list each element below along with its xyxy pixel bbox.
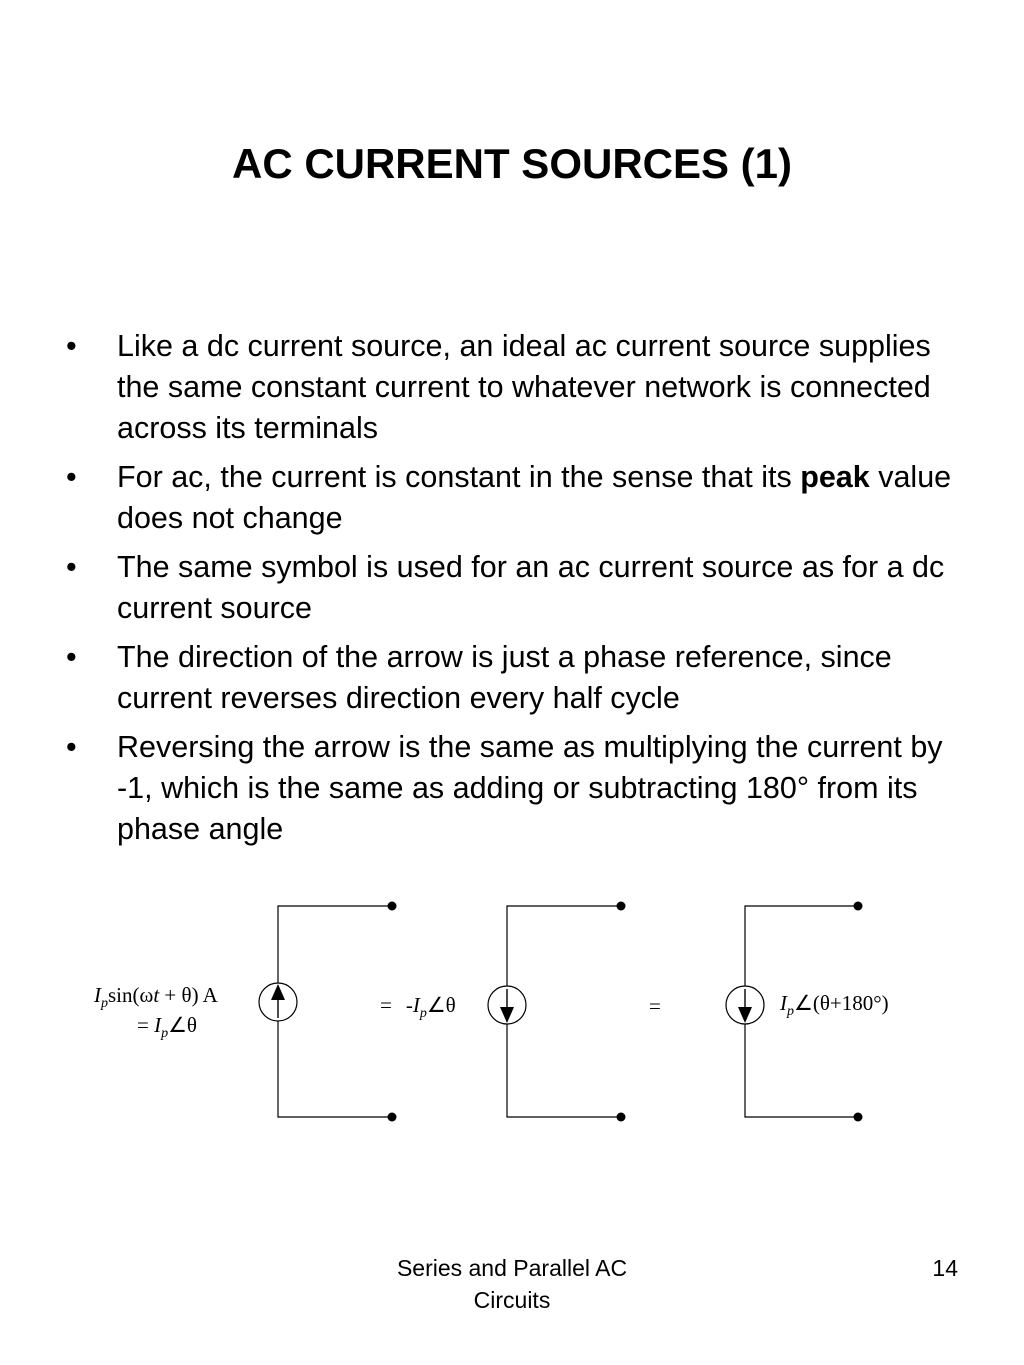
terminal-dot <box>854 1113 863 1122</box>
terminal-dot <box>388 902 397 911</box>
source1-sin: sin(ω <box>108 983 154 1007</box>
current-source-1 <box>259 902 397 1122</box>
bullet-text: Reversing the arrow is the same as multiplying the current by -1, which is the same as adding or subtracting 180° from its phase angle <box>117 730 943 846</box>
bullet-text-tail: value does not change <box>117 460 952 535</box>
footer-title <box>362 1252 662 1316</box>
source1-eq: = <box>137 1013 155 1037</box>
bullet-marker: • <box>66 730 77 764</box>
source1-sub: p <box>101 996 108 1011</box>
circuit-diagram <box>0 880 1024 1140</box>
eq1-angle: ∠θ <box>426 993 456 1017</box>
source1-t: t <box>153 983 160 1007</box>
page-number: 14 <box>932 1255 958 1281</box>
bullet-item <box>62 727 972 850</box>
bullet-list <box>62 326 972 858</box>
bullet-item <box>62 547 972 629</box>
equals-sign-2: = <box>649 994 661 1018</box>
bullet-marker: • <box>66 460 77 494</box>
current-source-2 <box>488 902 626 1122</box>
source1-phasor <box>137 1013 197 1041</box>
source1-label <box>93 983 219 1011</box>
eq1-I: I <box>412 993 420 1017</box>
equation-1 <box>380 993 456 1021</box>
footer-title-line1: Series and Parallel AC <box>396 1255 628 1281</box>
bullet-marker: • <box>66 329 77 363</box>
bullet-text: For ac, the current is constant in the sense that its <box>117 460 801 494</box>
source3-label <box>779 991 889 1019</box>
bullet-item <box>62 457 972 539</box>
terminal-dot <box>617 1113 626 1122</box>
minus-sign: - <box>405 993 413 1017</box>
bullet-item <box>62 326 972 449</box>
source3-I: I <box>780 991 787 1015</box>
bullet-marker: • <box>66 640 77 674</box>
bullet-marker: • <box>66 550 77 584</box>
bullet-text: The direction of the arrow is just a phase reference, since current reverses direction every half cycle <box>117 640 892 715</box>
bullet-bold-text: peak <box>800 460 870 494</box>
bullet-text: The same symbol is used for an ac current source as for a dc current source <box>117 550 945 625</box>
terminal-dot <box>388 1113 397 1122</box>
equals-sign: = <box>380 993 392 1017</box>
source1-phasor-I: I <box>154 1013 162 1037</box>
eq1-sub: p <box>419 1006 427 1021</box>
source3-angle: ∠(θ+180°) <box>794 991 889 1015</box>
slide-title: AC CURRENT SOURCES (1) <box>231 140 793 187</box>
footer-title-line2: Circuits <box>473 1287 551 1313</box>
source1-phasor-sub: p <box>161 1026 169 1041</box>
source3-sub: p <box>787 1004 794 1019</box>
source1-phasor-angle: ∠θ <box>168 1013 197 1037</box>
bullet-item <box>62 637 972 719</box>
terminal-dot <box>617 902 626 911</box>
source1-I: I <box>94 983 101 1007</box>
terminal-dot <box>854 902 863 911</box>
bullet-text: Like a dc current source, an ideal ac current source supplies the same constant current to whatever network is connected across its terminals <box>117 329 931 445</box>
source1-rest: + θ) A <box>159 983 218 1007</box>
